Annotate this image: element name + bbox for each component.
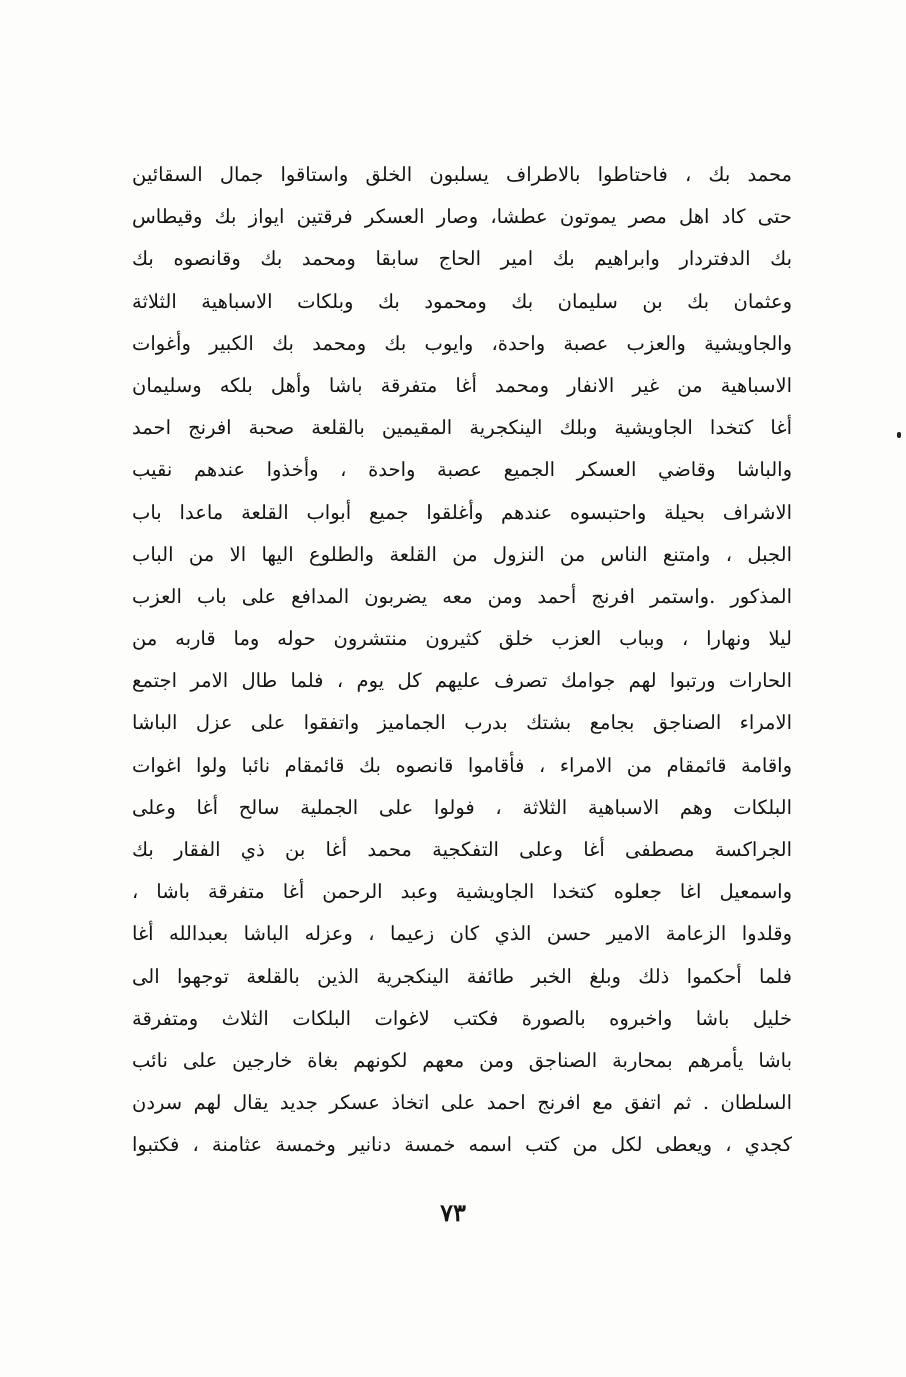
text-line-19: وقلدوا الزعامة الامير حسن الذي كان زعيما ، وعزله الباشا بعبدالله أغا (132, 922, 792, 946)
text-line-24: كجدي ، ويعطى لكل من كتب اسمه خمسة دنانير وخمسة عثامنة ، فكتبوا (132, 1133, 792, 1157)
text-line-23: السلطان . ثم اتفق مع افرنج احمد على اتخاذ عسكر جديد يقال لهم سردن (132, 1091, 792, 1115)
text-line-22: باشا يأمرهم بمحاربة الصناجق ومن معهم لكونهم بغاة خارجين على نائب (132, 1048, 792, 1072)
text-line-17: الجراكسة مصطفى أغا وعلى التفكجية محمد أغا بن ذي الفقار بك (132, 838, 792, 861)
text-line-20: فلما أحكموا ذلك وبلغ الخبر طائفة الينكجرية الذين بالقلعة توجهوا الى (132, 964, 792, 988)
text-line-5: والجاويشية والعزب عصبة واحدة، وايوب بك ومحمد بك الكبير وأغوات (132, 331, 792, 355)
text-line-10: الجبل ، وامتنع الناس من النزول من القلعة والطلوع اليها الا من الباب (132, 542, 792, 566)
text-line-14: الامراء الصناجق بجامع بشتك بدرب الجماميز واتفقوا على عزل الباشا (132, 711, 792, 735)
text-line-7: أغا كتخدا الجاويشية وبلك الينكجرية المقيمين بالقلعة صحبة افرنج احمد (132, 416, 792, 440)
text-line-1: محمد بك ، فاحتاطوا بالاطراف يسلبون الخلق واستاقوا جمال السقائين (132, 163, 792, 186)
text-line-16: البلكات وهم الاسباهية الثلاثة ، فولوا على الجملية سالح أغا وعلى (132, 795, 792, 819)
text-line-13: الحارات ورتبوا لهم جوامك تصرف عليهم كل يوم ، فلما طال الامر اجتمع (132, 669, 792, 693)
text-line-11: المذكور .واستمر افرنج أحمد ومن معه يضربون المدافع على باب العزب (132, 584, 792, 608)
text-line-6: الاسباهية من غير الانفار ومحمد أغا متفرقة باشا وأهل بلكه وسليمان (132, 373, 792, 397)
text-line-4: وعثمان بك بن سليمان بك ومحمود بك وبلكات الاسباهية الثلاثة (132, 289, 792, 313)
text-line-18: واسمعيل اغا جعلوه كتخدا الجاويشية وعبد الرحمن أغا متفرقة باشا ، (132, 880, 792, 904)
body-text (132, 154, 792, 1167)
text-line-12: ليلا ونهارا ، وبباب العزب خلق كثيرون منتشرون حوله وما قاربه من (132, 627, 792, 651)
text-line-9: الاشراف بحيلة واحتبسوه عندهم وأغلقوا جميع أبواب القلعة ماعدا باب (132, 500, 792, 524)
text-line-15: واقامة قائمقام من الامراء ، فأقاموا قانصوه بك قائمقام نائبا ولوا اغوات (132, 753, 792, 777)
margin-mark (897, 432, 901, 438)
page-number: ٧٣ (440, 1198, 466, 1227)
text-line-2: حتى كاد اهل مصر يموتون عطشا، وصار العسكر فرقتين ايواز بك وقيطاس (132, 205, 792, 229)
text-line-21: خليل باشا واخبروه بالصورة فكتب لاغوات البلكات الثلاث ومتفرقة (132, 1006, 792, 1030)
text-line-8: والباشا وقاضي العسكر الجميع عصبة واحدة ، وأخذوا عندهم نقيب (132, 458, 792, 482)
text-line-3: بك الدفتردار وابراهيم بك امير الحاج سابقا ومحمد بك وقانصوه بك (132, 247, 792, 271)
